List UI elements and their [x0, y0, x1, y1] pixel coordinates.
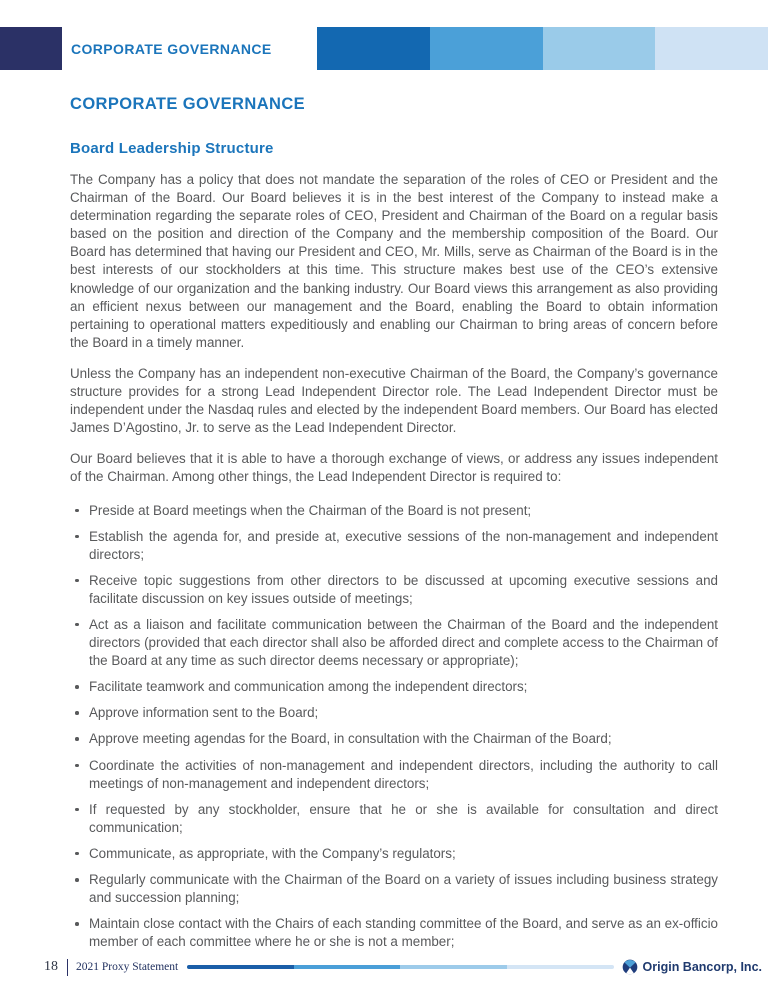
bullet-icon — [75, 922, 79, 926]
list-item-text: Preside at Board meetings when the Chairman of the Board is not present; — [89, 502, 532, 518]
list-item — [70, 730, 718, 748]
list-item — [70, 704, 718, 722]
lead-director-duties-list — [70, 502, 718, 952]
list-item-text: Act as a liaison and facilitate communication between the Chairman of the Board and the independent directors (provided that each director shall also be afforded direct and complete access to the Chairman of the Board at any time as such director deems necessary or appropriate); — [89, 616, 718, 669]
body-paragraphs — [70, 171, 718, 487]
list-item — [70, 616, 718, 670]
list-item — [70, 757, 718, 793]
bullet-icon — [75, 685, 79, 689]
list-item-text: Coordinate the activities of non-management and independent directors, including the authority to call meetings of non-management and independent directors; — [89, 757, 718, 791]
list-item — [70, 845, 718, 863]
list-item — [70, 528, 718, 564]
list-item-text: Approve meeting agendas for the Board, in consultation with the Chairman of the Board; — [89, 731, 612, 747]
document-body — [70, 70, 718, 959]
bullet-icon — [75, 509, 79, 513]
origin-bancorp-logo-icon — [622, 959, 638, 975]
header-section-label: CORPORATE GOVERNANCE — [71, 40, 272, 57]
page-number: 18 — [44, 959, 58, 974]
bullet-icon — [75, 623, 79, 627]
section-heading: Board Leadership Structure — [70, 140, 274, 157]
list-item-text: If requested by any stockholder, ensure that he or she is available for consultation and direct communication; — [89, 801, 718, 835]
list-item-text: Receive topic suggestions from other directors to be discussed at upcoming executive sessions and facilitate discussion on key issues outside of meetings; — [89, 572, 718, 606]
navy-corner-block — [0, 27, 62, 70]
header-gradient-bar — [317, 27, 768, 70]
bullet-icon — [75, 535, 79, 539]
bullet-icon — [75, 764, 79, 768]
paragraph: The Company has a policy that does not mandate the separation of the roles of CEO or President and the Chairman of the Board. Our Board believes it is in the best interest of the Company to instead make a determination regarding the separate roles of CEO, President and Chairman of the Board on a regular basis based on the position and direction of the Company and the membership composition of the Board. Our Board has determined that having our President and CEO, Mr. Mills, serve as Chairman of the Board is in the best interests of our stockholders at this time. This structure makes best use of the CEO’s extensive knowledge of our organization and the banking industry. Our Board views this arrangement as also providing an efficient nexus between our management and the Board, enabling the Board to obtain information pertaining to operational matters expeditiously and enabling our Chairman to bring areas of concern before the Board in a timely manner. — [70, 172, 718, 350]
bullet-icon — [75, 852, 79, 856]
rule-segment-3 — [400, 965, 507, 969]
list-item-text: Communicate, as appropriate, with the Company’s regulators; — [89, 845, 456, 861]
page-footer — [0, 956, 768, 978]
document-title: 2021 Proxy Statement — [76, 961, 179, 973]
bullet-icon — [75, 579, 79, 583]
gradient-segment-3 — [543, 27, 656, 70]
list-item — [70, 871, 718, 907]
list-item — [70, 572, 718, 608]
list-item — [70, 502, 718, 520]
page-title: CORPORATE GOVERNANCE — [70, 95, 306, 113]
page-header-band — [0, 27, 768, 70]
footer-gradient-rule — [187, 965, 613, 969]
gradient-segment-2 — [430, 27, 543, 70]
paragraph: Our Board believes that it is able to have a thorough exchange of views, or address any issues independent of the Chairman. Among other things, the Lead Independent Director is required to: — [70, 451, 718, 485]
bullet-icon — [75, 878, 79, 882]
rule-segment-2 — [294, 965, 401, 969]
list-item-text: Maintain close contact with the Chairs of each standing committee of the Board, and serve as an ex-officio member of each committee where he or she is not a member; — [89, 916, 718, 950]
list-item-text: Regularly communicate with the Chairman of the Board on a variety of issues including business strategy and succession planning; — [89, 872, 718, 906]
rule-segment-4 — [507, 965, 614, 969]
list-item — [70, 915, 718, 951]
list-item-text: Facilitate teamwork and communication among the independent directors; — [89, 679, 528, 695]
list-item-text: Establish the agenda for, and preside at, executive sessions of the non-management and independent directors; — [89, 528, 718, 562]
bullet-icon — [75, 711, 79, 715]
gradient-segment-1 — [317, 27, 430, 70]
list-item-text: Approve information sent to the Board; — [89, 705, 319, 721]
list-item — [70, 678, 718, 696]
bullet-icon — [75, 808, 79, 812]
bullet-icon — [75, 737, 79, 741]
list-item — [70, 801, 718, 837]
rule-segment-1 — [187, 965, 294, 969]
paragraph: Unless the Company has an independent non-executive Chairman of the Board, the Company’s governance structure provides for a strong Lead Independent Director role. The Lead Independent Director must be independent under the Nasdaq rules and elected by the independent Board members. Our Board has elected James D’Agostino, Jr. to serve as the Lead Independent Director. — [70, 365, 718, 436]
company-name: Origin Bancorp, Inc. — [642, 960, 762, 974]
gradient-segment-4 — [655, 27, 768, 70]
